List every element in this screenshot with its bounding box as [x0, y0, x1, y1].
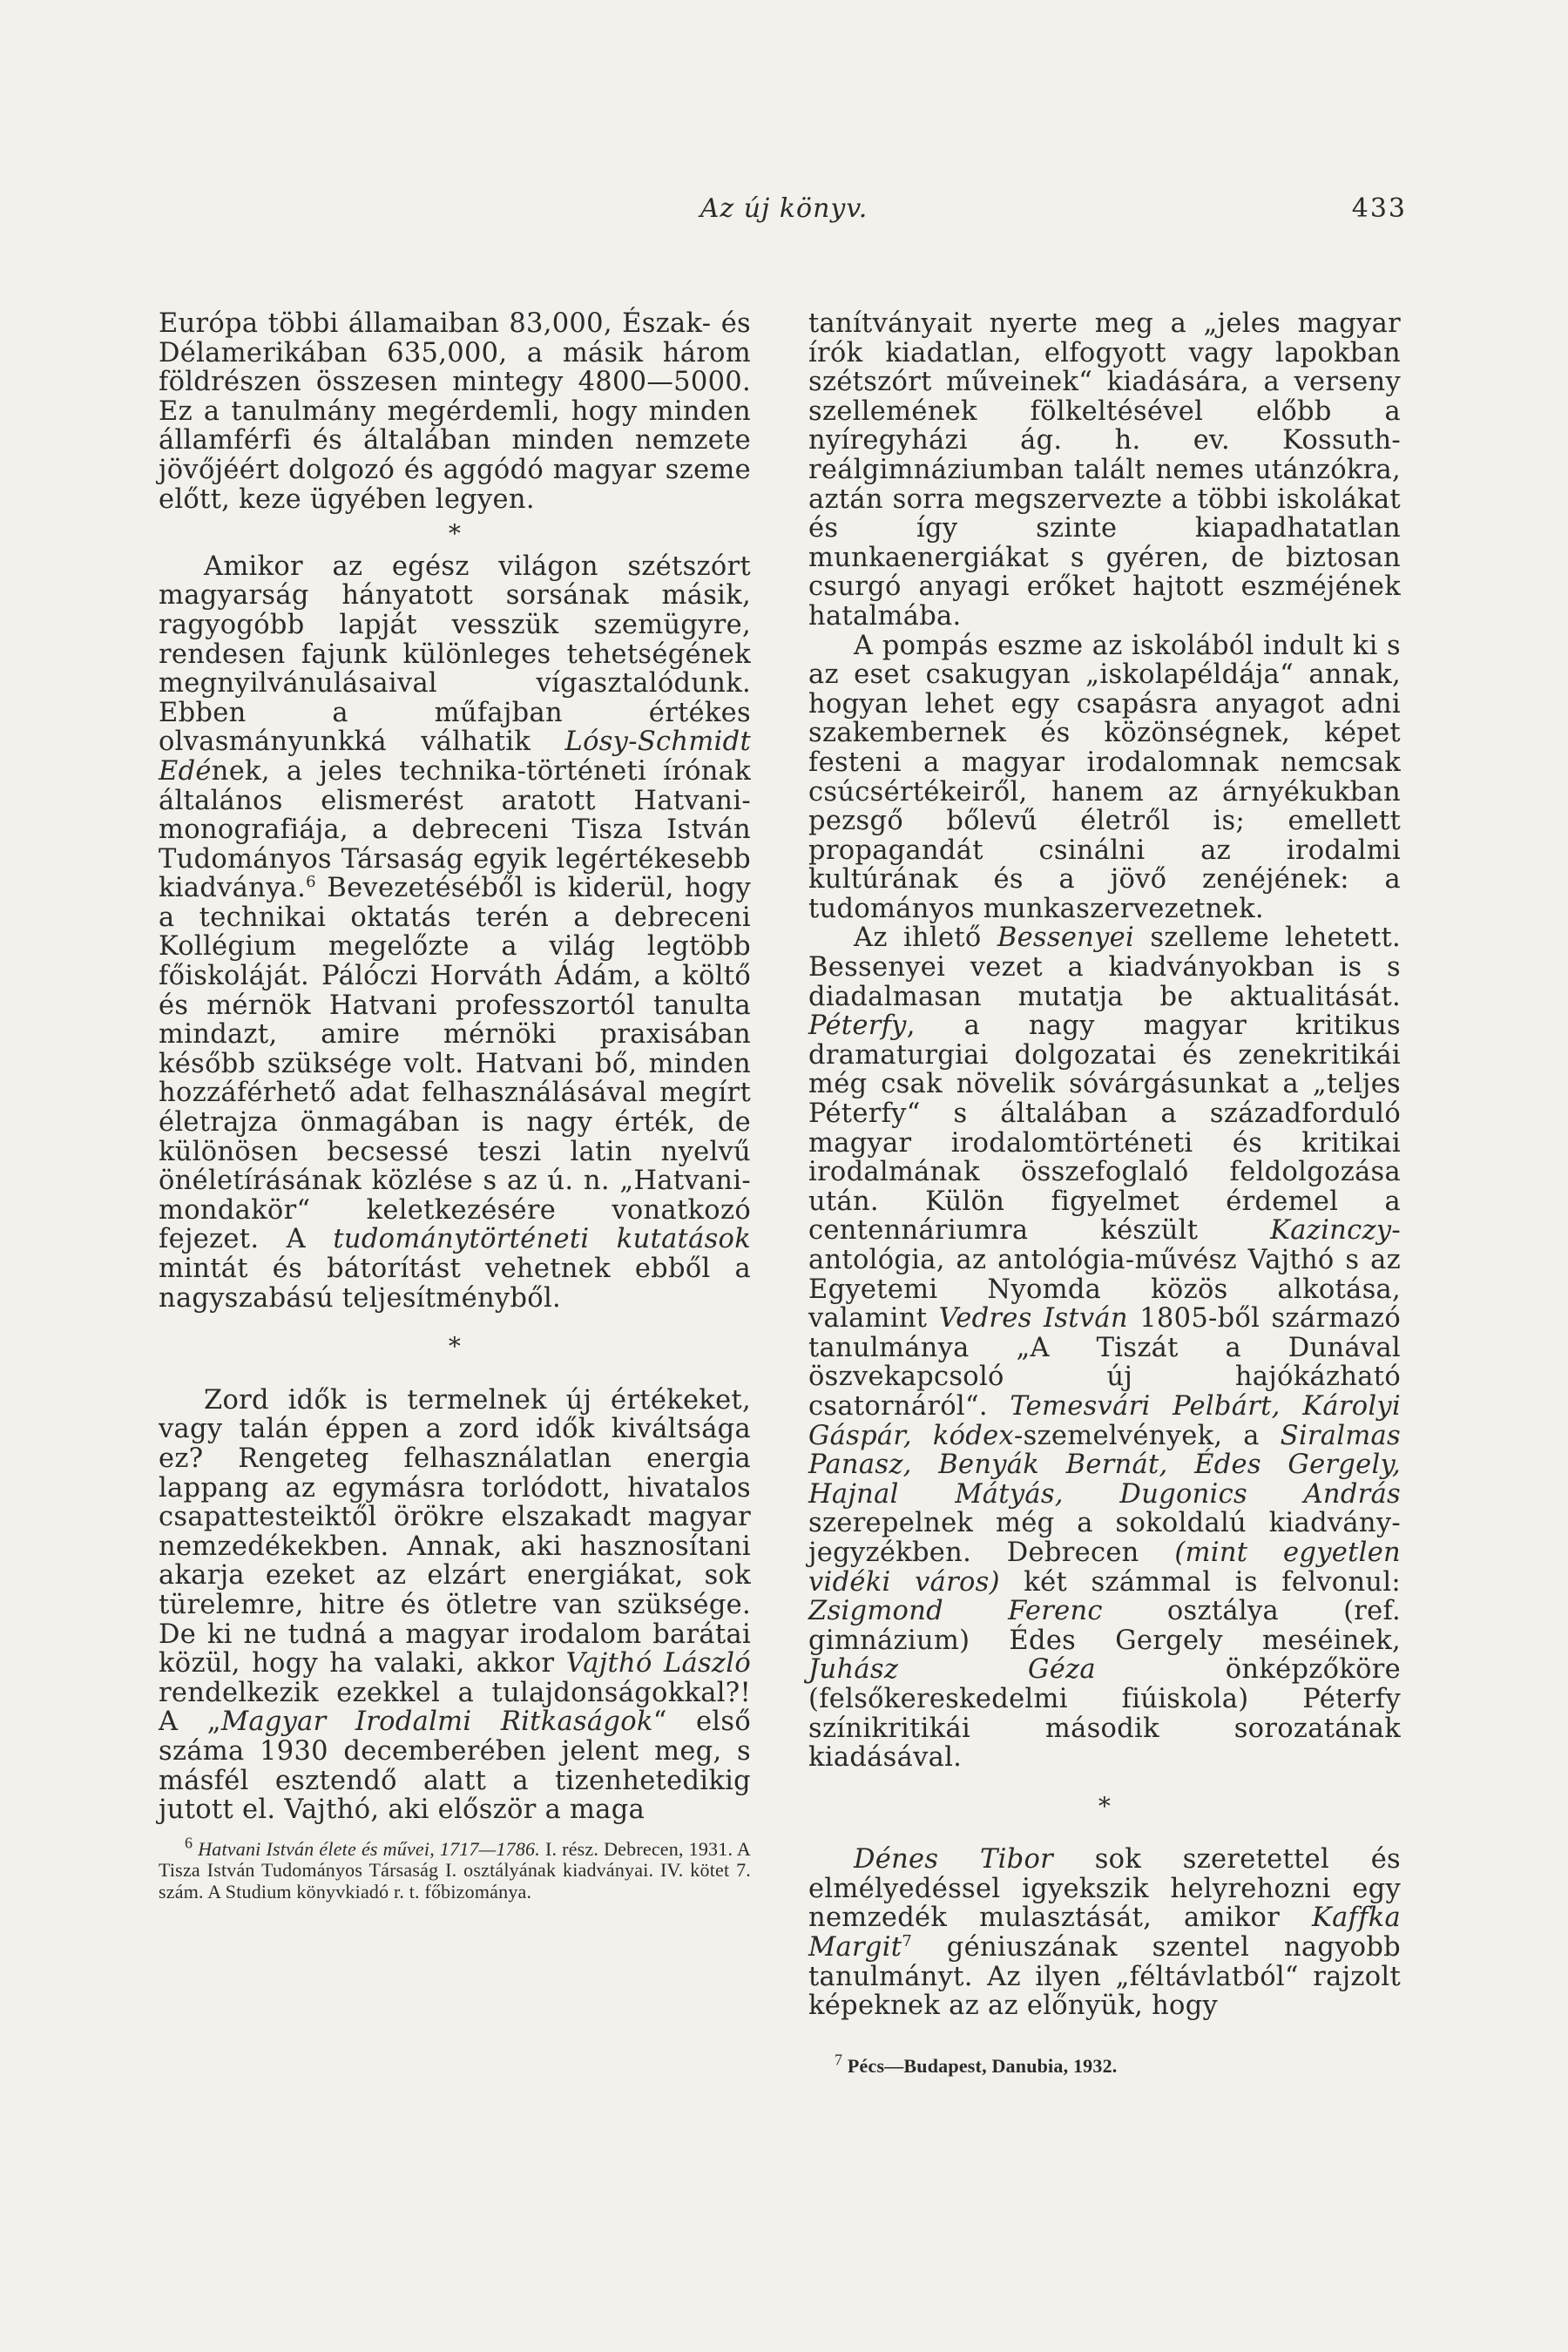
footnote-6: $^6$ Hatvani István élete és művei, 1717—1786. I. rész. Debrecen, 1931. A Tisza István Tudományos Társaság I. osztályának kiadványai. IV. kötet 7. szám. A Studium könyvkiadó r. t. főbizománya.: [159, 1834, 752, 1903]
paragraph-bessenyei: Az ihlető Bessenyei szelleme lehetett. Bessenyei vezet a kiadványokban is s diadalmasan mutatja be aktualitását. Péterfy, a nagy magyar kritikus dramaturgiai dolgozatai és zenekritikái még csak növelik sóvárgásunkat a „teljes Péterfy“ s általában a századforduló magyar irodalomtörténeti és kritikai irodalmának összefoglaló feldolgozása után. Külön figyelmet érdemel a centennáriumra készült Kazinczy-antológia, az antológia-művész Vajthó s az Egyetemi Nyomda közös alkotása, valamint Vedres István 1805-ből származó tanulmánya „A Tiszát a Dunával öszvekapcsoló új hajókázható csatornáról“. Temesvári Pelbárt, Károlyi Gáspár, kódex-szemelvények, a Siralmas Panasz, Benyák Bernát, Édes Gergely, Hajnal Mátyás, Dugonics András szerepelnek még a sokoldalú kiadvány-jegyzékben. Debrecen (mint egyetlen vidéki város) két számmal is felvonul: Zsigmond Ferenc osztálya (ref. gimnázium) Édes Gergely meséinek, Juhász Géza önképzőköre (felsőkereskedelmi fiúiskola) Péterfy színikritikái második sorozatának kiadásával.: [808, 923, 1402, 1774]
author-name: Vajthó László: [565, 1648, 751, 1680]
author-name: Lósy-Schmidt Edé: [159, 727, 751, 787]
paragraph-iskolapelda: A pompás eszme az iskolából indult ki s az eset csakugyan „iskolapéldája“ annak, hogyan lehet egy csapásra anyagot adni szakembernek és közönségnek, képet festeni a magyar irodalomnak nemcsak csúcsértékeiről, hanem az árnyékukban pezsgő bőlevű életről is; emellett propagandát csinálni az irodalmi kultúrának és a jövő zenéjének: a tudományos munkaszervezetnek.: [808, 630, 1401, 924]
italic-title: tudománytörténeti kutatások: [333, 1224, 751, 1255]
section-separator: *: [1098, 1791, 1112, 1821]
section-separator: *: [448, 519, 462, 549]
paragraph-kaffka: Dénes Tibor sok szeretettel és elmélyedéssel igyekszik helyrehozni egy nemzedék mulasztását, amikor Kaffka Margit$^7$ géniuszának szentel nagyobb tanulmányt. Az ilyen „féltávlatból“ rajzolt képeknek az az előnyük, hogy: [808, 1844, 1401, 2022]
left-column: [159, 309, 751, 1903]
paragraph-continuation: tanítványait nyerte meg a „jeles magyar írók kiadatlan, elfogyott vagy lapokban szétszórt műveinek“ kiadására, a verseny szellemének fölkeltésével előbb a nyíregyházi ág. h. ev. Kossuth-reálgimnáziumban talált nemes utánzókra, aztán sorra megszervezte a többi iskolákat és így szinte kiapadhatatlan munkaenergiákat s gyéren, de biztosan csurgó anyagi erőket hajtott eszméjének hatalmába.: [808, 308, 1401, 632]
footnote-7: $^7$ Pécs—Budapest, Danubia, 1932.: [835, 2051, 1118, 2077]
right-column: [808, 309, 1401, 2077]
running-title: Az új könyv.: [700, 193, 868, 224]
footnote-ref: 6: [306, 873, 316, 892]
series-title: Magyar Irodalmi Ritkaságok: [220, 1707, 653, 1738]
page-header: [161, 193, 1407, 228]
page-number: 433: [1351, 193, 1407, 224]
paragraph-europe-stats: Európa többi államaiban 83,000, Észak- és Délamerikában 635,000, a másik három földrészen összesen mintegy 4800—5000. Ez a tanulmány megérdemli, hogy minden államférfi és általában minden nemzete jövőjéért dolgozó és aggódó magyar szeme előtt, keze ügyében legyen.: [159, 308, 751, 515]
paragraph-ritkasagok: Zord idők is termelnek új értékeket, vagy talán éppen a zord idők kiváltsága ez? Rengeteg felhasználatlan energia lappang az egymásra torlódott, hivatalos csapattesteiktől örökre elszakadt magyar nemzedékekben. Annak, aki hasznosítani akarja ezeket az elzárt energiákat, sok türelemre, hitre és ötletre van szüksége. De ki ne tudná a magyar irodalom barátai közül, hogy ha valaki, akkor Vajthó László rendelkezik ezekkel a tulajdonságokkal?! A „Magyar Irodalmi Ritkaságok“ első száma 1930 decemberében jelent meg, s másfél esztendő alatt a tizenhetedikig jutott el. Vajthó, aki először a maga: [159, 1384, 751, 1826]
section-separator: *: [448, 1332, 462, 1362]
paragraph-hatvani: Amikor az egész világon szétszórt magyarság hányatott sorsának másik, ragyogóbb lapját vesszük szemügyre, rendesen fajunk különleges tehetségének megnyilvánulásaival vígasztalódunk. Ebben a műfajban értékes olvasmányunkká válhatik Lósy-Schmidt Edének, a jeles technika-történeti írónak általános elismerést aratott Hatvani-monografiája, a debreceni Tisza István Tudományos Társaság egyik legértékesebb kiadványa.$^6$ Bevezetéséből is kiderül, hogy a technikai oktatás terén a debreceni Kollégium megelőzte a világ legtöbb főiskoláját. Pálóczi Horváth Ádám, a költő és mérnök Hatvani professzortól tanulta mindazt, amire mérnöki praxisában később szüksége volt. Hatvani bő, minden hozzáférhető adat felhasználásával megírt életrajza önmagában is nagy érték, de különösen becsessé teszi latin nyelvű önéletírásának közlése s az ú. n. „Hatvani-mondakör“ keletkezésére vonatkozó fejezet. A tudománytörténeti kutatások mintát és bátorítást vehetnek ebből a nagyszabású teljesítményből.: [159, 551, 751, 1314]
footnote-ref: 7: [902, 1931, 913, 1950]
